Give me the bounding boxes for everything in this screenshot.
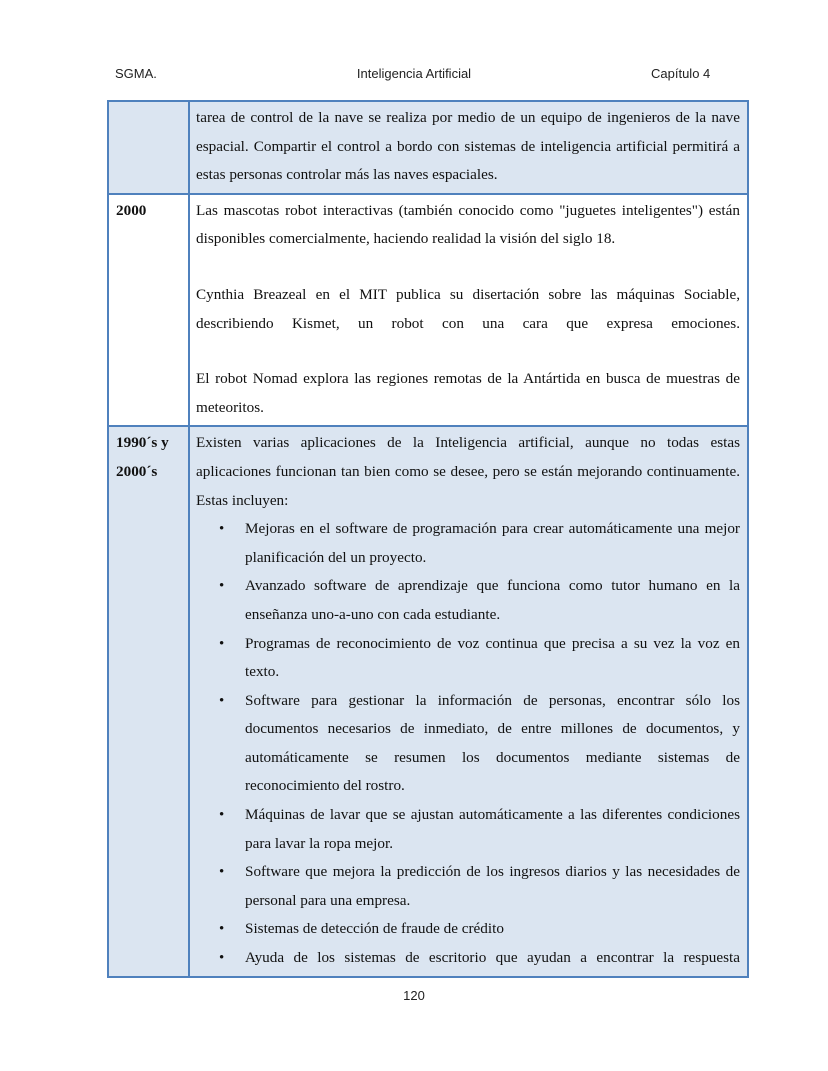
paragraph: El robot Nomad explora las regiones remotas de la Antártida en busca de muestras de meteoritos. bbox=[196, 370, 740, 416]
description-cell bbox=[189, 101, 748, 194]
paragraph: Existen varias aplicaciones de la Inteligencia artificial, aunque no todas estas aplicaciones funcionan tan bien como se desee, pero se están mejorando continuamente. Estas incluyen: bbox=[196, 434, 740, 509]
description-cell bbox=[189, 426, 748, 976]
page-number: 120 bbox=[403, 988, 425, 1003]
list-item: • Programas de reconocimiento de voz continua que precisa a su vez la voz en texto. bbox=[245, 630, 740, 687]
year-cell bbox=[108, 426, 189, 976]
list-item: • Mejoras en el software de programación para crear automáticamente una mejor planificación del un proyecto. bbox=[245, 515, 740, 572]
header-title: Inteligencia Artificial bbox=[356, 66, 472, 81]
list-item: • Software para gestionar la información de personas, encontrar sólo los documentos necesarios de inmediato, de entre millones de documentos, y automáticamente se resumen los documentos mediante sistemas de reconocimiento del rostro. bbox=[245, 687, 740, 801]
table-row bbox=[108, 194, 748, 427]
table-row bbox=[108, 426, 748, 976]
year-cell: 2000 bbox=[108, 194, 189, 427]
header-chapter: Capítulo 4 bbox=[651, 66, 711, 81]
list-item: • Sistemas de detección de fraude de crédito bbox=[245, 915, 740, 944]
header-left-text: SGMA. bbox=[115, 66, 157, 81]
table-row bbox=[108, 101, 748, 194]
list-item: • Ayuda de los sistemas de escritorio que ayudan a encontrar la respuesta bbox=[245, 944, 740, 973]
list-item: • Máquinas de lavar que se ajustan automáticamente a las diferentes condiciones para lavar la ropa mejor. bbox=[245, 801, 740, 858]
description-cell bbox=[189, 194, 748, 427]
paragraph: Las mascotas robot interactivas (también conocido como "juguetes inteligentes") están disponibles comercialmente, haciendo realidad la visión del siglo 18. bbox=[196, 201, 740, 248]
year-line: 2000´s bbox=[116, 462, 158, 480]
applications-list bbox=[196, 515, 740, 973]
paragraph: Cynthia Breazeal en el MIT publica su disertación sobre las máquinas Sociable, describiendo Kismet, un robot con una cara que expresa emociones. bbox=[196, 285, 740, 332]
year-cell bbox=[108, 101, 189, 194]
year-line: 1990´s y bbox=[116, 434, 169, 452]
paragraph: tarea de control de la nave se realiza por medio de un equipo de ingenieros de la nave espacial. Compartir el control a bordo con sistemas de inteligencia artificial permitirá a estas personas controlar más las naves espaciales. bbox=[196, 109, 740, 184]
timeline-table bbox=[107, 100, 749, 978]
list-item: • Software que mejora la predicción de los ingresos diarios y las necesidades de personal para una empresa. bbox=[245, 858, 740, 915]
list-item: • Avanzado software de aprendizaje que funciona como tutor humano en la enseñanza uno-a-uno con cada estudiante. bbox=[245, 572, 740, 629]
